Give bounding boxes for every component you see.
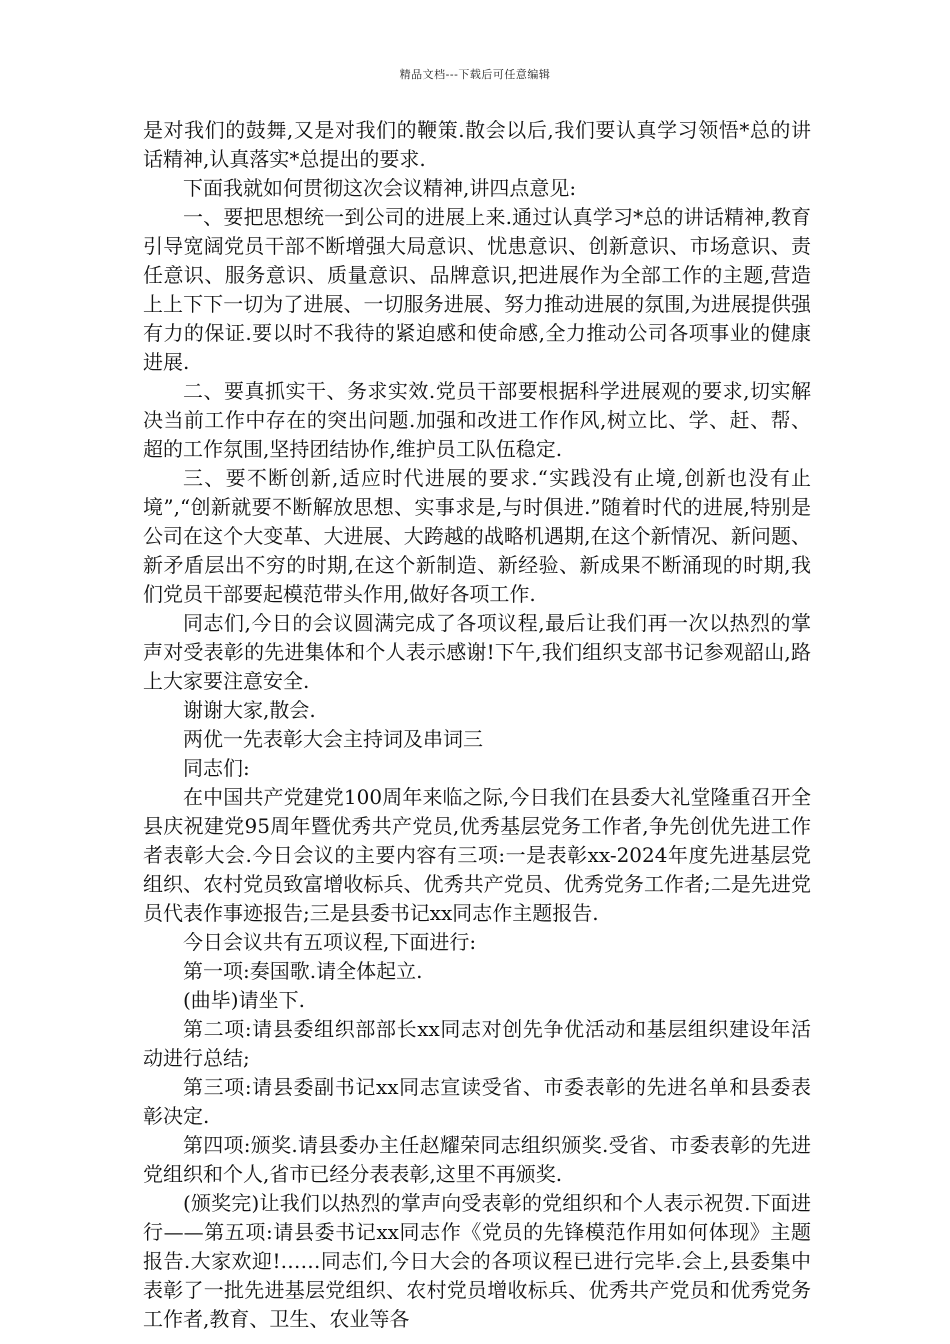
paragraph: 在中国共产党建党100周年来临之际,今日我们在县委大礼堂隆重召开全县庆祝建党95周年暨优秀共产党员,优秀基层党务工作者,争先创优先进工作者表彰大会.今日会议的主要内容有三项:一是表彰xx-2024年度先进基层党组织、农村党员致富增收标兵、优秀共产党员、优秀党务工作者;二是先进党员代表作事迹报告;三是县委书记xx同志作主题报告. — [143, 785, 811, 925]
section-title: 两优一先表彰大会主持词及串词三 — [183, 727, 483, 751]
paragraph: 一、要把思想统一到公司的进展上来.通过认真学习*总的讲话精神,教育引导宽阔党员干部不断增强大局意识、忧患意识、创新意识、市场意识、责任意识、服务意识、质量意识、品牌意识,把进展作为全部工作的主题,营造上上下下一切为了进展、一切服务进展、努力推动进展的氛围,为进展提供强有力的保证.要以时不我待的紧迫感和使命感,全力推动公司各项事业的健康进展. — [143, 205, 811, 374]
agenda-item: 第三项:请县委副书记xx同志宣读受省、市委表彰的先进名单和县委表彰决定. — [143, 1075, 811, 1128]
paragraph: 二、要真抓实干、务求实效.党员干部要根据科学进展观的要求,切实解决当前工作中存在的突出问题.加强和改进工作作风,树立比、学、赶、帮、超的工作氛围,坚持团结协作,维护员工队伍稳定. — [143, 379, 811, 461]
paragraph: 下面我就如何贯彻这次会议精神,讲四点意见: — [183, 176, 577, 200]
document-body — [143, 116, 811, 1334]
paragraph: 谢谢大家,散会. — [183, 698, 316, 722]
agenda-item: 第四项:颁奖.请县委办主任赵耀荣同志组织颁奖.受省、市委表彰的先进党组织和个人,省市已经分表表彰,这里不再颁奖. — [143, 1133, 811, 1186]
paragraph: 同志们,今日的会议圆满完成了各项议程,最后让我们再一次以热烈的掌声对受表彰的先进集体和个人表示感谢!下午,我们组织支部书记参观韶山,路上大家要注意安全. — [143, 611, 811, 693]
page-header: 精品文档---下载后可任意编辑 — [399, 68, 551, 81]
paragraph: 是对我们的鼓舞,又是对我们的鞭策.散会以后,我们要认真学习领悟*总的讲话精神,认真落实*总提出的要求. — [143, 118, 811, 171]
agenda-item: 第一项:奏国歌.请全体起立. — [183, 959, 423, 983]
agenda-item: (曲毕)请坐下. — [183, 988, 305, 1012]
paragraph: (颁奖完)让我们以热烈的掌声向受表彰的党组织和个人表示祝贺.下面进行——第五项:请县委书记xx同志作《党员的先锋模范作用如何体现》主题报告.大家欢迎!……同志们,今日大会的各项议程已进行完毕.会上,县委集中表彰了一批先进基层党组织、农村党员增收标兵、优秀共产党员和优秀党务工作者,教育、卫生、农业等各 — [143, 1191, 811, 1331]
paragraph: 三、要不断创新,适应时代进展的要求.“实践没有止境,创新也没有止境”,“创新就要不断解放思想、实事求是,与时俱进.”随着时代的进展,特别是公司在这个大变革、大进展、大跨越的战略机遇期,在这个新情况、新问题、新矛盾层出不穷的时期,在这个新制造、新经验、新成果不断涌现的时期,我们党员干部要起模范带头作用,做好各项工作. — [143, 466, 811, 606]
salutation: 同志们: — [183, 756, 250, 780]
paragraph: 今日会议共有五项议程,下面进行: — [183, 930, 477, 954]
agenda-item: 第二项:请县委组织部部长xx同志对创先争优活动和基层组织建设年活动进行总结; — [143, 1017, 811, 1070]
